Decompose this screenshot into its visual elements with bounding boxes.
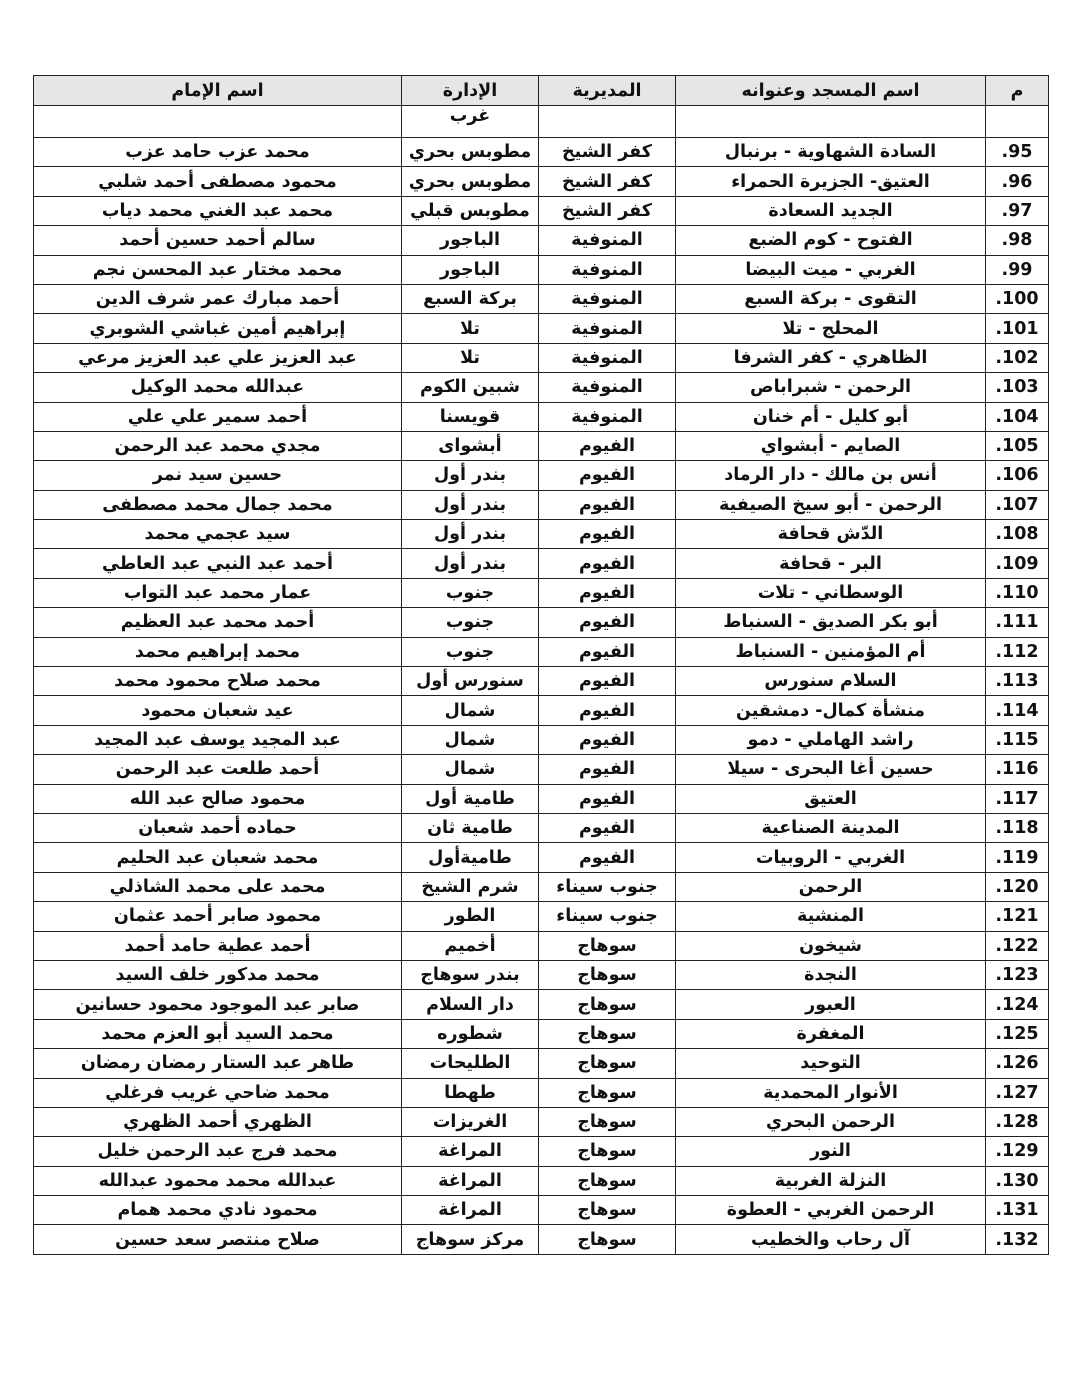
administration-cell: قويسنا — [402, 402, 539, 431]
directorate-cell: الفيوم — [539, 520, 676, 549]
mosque-cell: السلام سنورس — [676, 667, 986, 696]
mosque-cell: الظاهري - كفر الشرفا — [676, 343, 986, 372]
administration-cell: أبشواى — [402, 431, 539, 460]
mosque-cell: البر - قحافة — [676, 549, 986, 578]
table-row — [34, 1049, 1049, 1078]
table-row — [34, 608, 1049, 637]
directorate-cell: الفيوم — [539, 549, 676, 578]
directorate-cell: سوهاج — [539, 1107, 676, 1136]
table-row — [34, 1196, 1049, 1225]
mosque-cell: الرحمن البحري — [676, 1107, 986, 1136]
mosque-cell: المنشية — [676, 902, 986, 931]
num-cell: .104 — [986, 402, 1049, 431]
mosque-cell: الأنوار المحمدية — [676, 1078, 986, 1107]
directorate-cell: سوهاج — [539, 1166, 676, 1195]
administration-cell: شبين الكوم — [402, 373, 539, 402]
num-cell: .120 — [986, 872, 1049, 901]
num-cell: .123 — [986, 960, 1049, 989]
num-cell: .131 — [986, 1196, 1049, 1225]
imam-cell: أحمد طلعت عبد الرحمن — [34, 755, 402, 784]
table-row — [34, 314, 1049, 343]
table-row — [34, 461, 1049, 490]
mosque-cell: التقوى - بركة السبع — [676, 284, 986, 313]
administration-cell: المراغة — [402, 1137, 539, 1166]
directorate-cell: سوهاج — [539, 960, 676, 989]
administration-cell: جنوب — [402, 578, 539, 607]
directorate-cell: الفيوم — [539, 843, 676, 872]
table-row — [34, 402, 1049, 431]
administration-cell: بندر أول — [402, 490, 539, 519]
table-row — [34, 196, 1049, 225]
directorate-cell: المنوفية — [539, 226, 676, 255]
administration-cell: طاميةأول — [402, 843, 539, 872]
continuation-directorate-cell — [539, 106, 676, 138]
mosque-cell: العتيق- الجزيرة الحمراء — [676, 167, 986, 196]
administration-cell: الطور — [402, 902, 539, 931]
imam-cell: محمد إبراهيم محمد — [34, 637, 402, 666]
table-row — [34, 931, 1049, 960]
imam-cell: محمود صالح عبد الله — [34, 784, 402, 813]
mosque-cell: أبو بكر الصديق - السنباط — [676, 608, 986, 637]
mosque-cell: النور — [676, 1137, 986, 1166]
mosque-cell: الجديد السعادة — [676, 196, 986, 225]
mosque-cell: المدينة الصناعية — [676, 813, 986, 842]
num-cell: .124 — [986, 990, 1049, 1019]
continuation-mosque-cell — [676, 106, 986, 138]
header-directorate: المديرية — [539, 76, 676, 106]
directorate-cell: الفيوم — [539, 461, 676, 490]
imam-cell: صلاح منتصر سعد حسين — [34, 1225, 402, 1254]
mosque-cell: آل رحاب والخطيب — [676, 1225, 986, 1254]
num-cell: .126 — [986, 1049, 1049, 1078]
directorate-cell: الفيوم — [539, 755, 676, 784]
imam-cell: محمود نادي محمد همام — [34, 1196, 402, 1225]
imam-cell: محمد عبد الغني محمد دياب — [34, 196, 402, 225]
directorate-cell: الفيوم — [539, 637, 676, 666]
continuation-num-cell — [986, 106, 1049, 138]
num-cell: .112 — [986, 637, 1049, 666]
administration-cell: مطوبس قبلي — [402, 196, 539, 225]
table-row — [34, 255, 1049, 284]
mosque-cell: السادة الشهاوية - برنبال — [676, 138, 986, 167]
administration-cell: مطوبس بحري — [402, 138, 539, 167]
imam-cell: محمد صلاح محمود محمد — [34, 667, 402, 696]
mosque-cell: راشد الهاملي - دمو — [676, 725, 986, 754]
table-row — [34, 872, 1049, 901]
mosque-cell: العتيق — [676, 784, 986, 813]
table-header-row — [34, 76, 1049, 106]
mosque-imam-table — [33, 75, 1049, 1255]
mosque-cell: الفتوح - كوم الضبع — [676, 226, 986, 255]
table-row — [34, 1019, 1049, 1048]
num-cell: .106 — [986, 461, 1049, 490]
administration-cell: بركة السبع — [402, 284, 539, 313]
directorate-cell: كفر الشيخ — [539, 196, 676, 225]
table-row — [34, 549, 1049, 578]
table-row — [34, 284, 1049, 313]
mosque-cell: الدّش قحافة — [676, 520, 986, 549]
continuation-imam-cell — [34, 106, 402, 138]
num-cell: .119 — [986, 843, 1049, 872]
table-row — [34, 1166, 1049, 1195]
table-row — [34, 373, 1049, 402]
administration-cell: تلا — [402, 314, 539, 343]
num-cell: .114 — [986, 696, 1049, 725]
mosque-cell: الرحمن - أبو سيخ الصيفية — [676, 490, 986, 519]
administration-cell: طامية أول — [402, 784, 539, 813]
administration-cell: بندر أول — [402, 520, 539, 549]
table-row — [34, 843, 1049, 872]
imam-cell: عمار محمد عبد التواب — [34, 578, 402, 607]
directorate-cell: المنوفية — [539, 255, 676, 284]
num-cell: .127 — [986, 1078, 1049, 1107]
header-imam: اسم الإمام — [34, 76, 402, 106]
table-row — [34, 960, 1049, 989]
directorate-cell: سوهاج — [539, 1196, 676, 1225]
num-cell: .111 — [986, 608, 1049, 637]
table-row — [34, 902, 1049, 931]
num-cell: .113 — [986, 667, 1049, 696]
administration-cell: أخميم — [402, 931, 539, 960]
table-row — [34, 755, 1049, 784]
table-row — [34, 1107, 1049, 1136]
directorate-cell: الفيوم — [539, 784, 676, 813]
imam-cell: محمد عزب حامد عزب — [34, 138, 402, 167]
header-administration: الإدارة — [402, 76, 539, 106]
num-cell: .102 — [986, 343, 1049, 372]
imam-cell: إبراهيم أمين غباشي الشوبري — [34, 314, 402, 343]
administration-cell: شطوره — [402, 1019, 539, 1048]
directorate-cell: الفيوم — [539, 608, 676, 637]
mosque-cell: الغربي - ميت البيضا — [676, 255, 986, 284]
administration-cell: جنوب — [402, 637, 539, 666]
imam-cell: محمد السيد أبو العزم محمد — [34, 1019, 402, 1048]
imam-cell: حماده أحمد شعبان — [34, 813, 402, 842]
administration-cell: شمال — [402, 725, 539, 754]
mosque-cell: النجدة — [676, 960, 986, 989]
table-row — [34, 578, 1049, 607]
table-row — [34, 343, 1049, 372]
directorate-cell: سوهاج — [539, 990, 676, 1019]
table-row — [34, 490, 1049, 519]
mosque-cell: أنس بن مالك - دار الرماد — [676, 461, 986, 490]
mosque-cell: الصايم - أبشواي — [676, 431, 986, 460]
directorate-cell: الفيوم — [539, 725, 676, 754]
directorate-cell: جنوب سيناء — [539, 902, 676, 931]
imam-cell: سيد عجمي محمد — [34, 520, 402, 549]
directorate-cell: المنوفية — [539, 284, 676, 313]
num-cell: .101 — [986, 314, 1049, 343]
directorate-cell: سوهاج — [539, 1049, 676, 1078]
imam-cell: أحمد مبارك عمر شرف الدين — [34, 284, 402, 313]
num-cell: .115 — [986, 725, 1049, 754]
mosque-cell: شيخون — [676, 931, 986, 960]
imam-cell: أحمد عبد النبي عبد العاطي — [34, 549, 402, 578]
administration-cell: الباجور — [402, 226, 539, 255]
num-cell: .128 — [986, 1107, 1049, 1136]
num-cell: .100 — [986, 284, 1049, 313]
num-cell: .98 — [986, 226, 1049, 255]
mosque-cell: الغربي - الروبيات — [676, 843, 986, 872]
administration-cell: المراغة — [402, 1166, 539, 1195]
num-cell: .103 — [986, 373, 1049, 402]
administration-cell: الطليحات — [402, 1049, 539, 1078]
imam-cell: مجدي محمد عبد الرحمن — [34, 431, 402, 460]
directorate-cell: كفر الشيخ — [539, 167, 676, 196]
imam-cell: محمد فرج عبد الرحمن خليل — [34, 1137, 402, 1166]
continuation-row — [34, 106, 1049, 138]
table-row — [34, 1225, 1049, 1254]
directorate-cell: سوهاج — [539, 1225, 676, 1254]
imam-cell: محمد مدكور خلف السيد — [34, 960, 402, 989]
table-row — [34, 784, 1049, 813]
imam-cell: الظهري أحمد الظهري — [34, 1107, 402, 1136]
header-num: م — [986, 76, 1049, 106]
mosque-cell: أم المؤمنين - السنباط — [676, 637, 986, 666]
num-cell: .105 — [986, 431, 1049, 460]
directorate-cell: المنوفية — [539, 402, 676, 431]
directorate-cell: الفيوم — [539, 667, 676, 696]
imam-cell: عيد شعبان محمود — [34, 696, 402, 725]
mosque-cell: حسين أغا البحرى - سيلا — [676, 755, 986, 784]
mosque-cell: المغفرة — [676, 1019, 986, 1048]
directorate-cell: الفيوم — [539, 431, 676, 460]
mosque-cell: الرحمن الغربي - العطوة — [676, 1196, 986, 1225]
num-cell: .129 — [986, 1137, 1049, 1166]
imam-cell: سالم أحمد حسين أحمد — [34, 226, 402, 255]
num-cell: .99 — [986, 255, 1049, 284]
table-row — [34, 1078, 1049, 1107]
mosque-cell: المحلج - تلا — [676, 314, 986, 343]
num-cell: .109 — [986, 549, 1049, 578]
directorate-cell: الفيوم — [539, 813, 676, 842]
mosque-cell: الرحمن - شبراباص — [676, 373, 986, 402]
num-cell: .117 — [986, 784, 1049, 813]
directorate-cell: المنوفية — [539, 314, 676, 343]
imam-cell: محمود مصطفى أحمد شلبي — [34, 167, 402, 196]
table-row — [34, 990, 1049, 1019]
directorate-cell: الفيوم — [539, 578, 676, 607]
table-row — [34, 1137, 1049, 1166]
num-cell: .116 — [986, 755, 1049, 784]
num-cell: .118 — [986, 813, 1049, 842]
administration-cell: شرم الشيخ — [402, 872, 539, 901]
num-cell: .108 — [986, 520, 1049, 549]
directorate-cell: سوهاج — [539, 1137, 676, 1166]
directorate-cell: الفيوم — [539, 696, 676, 725]
directorate-cell: المنوفية — [539, 373, 676, 402]
imam-cell: عبدالله محمد محمود عبدالله — [34, 1166, 402, 1195]
imam-cell: أحمد محمد عبد العظيم — [34, 608, 402, 637]
administration-cell: مطوبس بحري — [402, 167, 539, 196]
mosque-cell: أبو كليل - أم خنان — [676, 402, 986, 431]
imam-cell: محمد على محمد الشاذلي — [34, 872, 402, 901]
administration-cell: دار السلام — [402, 990, 539, 1019]
directorate-cell: المنوفية — [539, 343, 676, 372]
administration-cell: بندر أول — [402, 461, 539, 490]
mosque-cell: النزلة الغربية — [676, 1166, 986, 1195]
directorate-cell: الفيوم — [539, 490, 676, 519]
num-cell: .107 — [986, 490, 1049, 519]
directorate-cell: سوهاج — [539, 1078, 676, 1107]
num-cell: .110 — [986, 578, 1049, 607]
administration-cell: بندر أول — [402, 549, 539, 578]
administration-cell: المراغة — [402, 1196, 539, 1225]
mosque-cell: العبور — [676, 990, 986, 1019]
imam-cell: محمد مختار عبد المحسن نجم — [34, 255, 402, 284]
num-cell: .96 — [986, 167, 1049, 196]
num-cell: .97 — [986, 196, 1049, 225]
administration-cell: مركز سوهاج — [402, 1225, 539, 1254]
imam-cell: محمود صابر أحمد عثمان — [34, 902, 402, 931]
table-row — [34, 696, 1049, 725]
num-cell: .130 — [986, 1166, 1049, 1195]
administration-cell: جنوب — [402, 608, 539, 637]
mosque-cell: التوحيد — [676, 1049, 986, 1078]
administration-cell: شمال — [402, 696, 539, 725]
directorate-cell: كفر الشيخ — [539, 138, 676, 167]
table-row — [34, 138, 1049, 167]
num-cell: .95 — [986, 138, 1049, 167]
directorate-cell: سوهاج — [539, 931, 676, 960]
imam-cell: أحمد سمير علي علي — [34, 402, 402, 431]
administration-cell: تلا — [402, 343, 539, 372]
directorate-cell: سوهاج — [539, 1019, 676, 1048]
table-row — [34, 520, 1049, 549]
directorate-cell: جنوب سيناء — [539, 872, 676, 901]
table-row — [34, 226, 1049, 255]
imam-cell: صابر عبد الموجود محمود حسانين — [34, 990, 402, 1019]
num-cell: .132 — [986, 1225, 1049, 1254]
imam-cell: حسين سيد نمر — [34, 461, 402, 490]
imam-cell: أحمد عطية حامد أحمد — [34, 931, 402, 960]
imam-cell: طاهر عبد الستار رمضان رمضان — [34, 1049, 402, 1078]
imam-cell: محمد شعبان عبد الحليم — [34, 843, 402, 872]
num-cell: .121 — [986, 902, 1049, 931]
administration-cell: الغريزات — [402, 1107, 539, 1136]
table-row — [34, 725, 1049, 754]
mosque-cell: الرحمن — [676, 872, 986, 901]
table-row — [34, 167, 1049, 196]
table-row — [34, 431, 1049, 460]
administration-cell: سنورس أول — [402, 667, 539, 696]
mosque-cell: الوسطاني - تلات — [676, 578, 986, 607]
administration-cell: طهطا — [402, 1078, 539, 1107]
imam-cell: عبد العزيز علي عبد العزيز مرعي — [34, 343, 402, 372]
administration-cell: الباجور — [402, 255, 539, 284]
imam-cell: عبدالله محمد الوكيل — [34, 373, 402, 402]
imam-cell: محمد ضاحي غريب فرغلي — [34, 1078, 402, 1107]
num-cell: .125 — [986, 1019, 1049, 1048]
table-row — [34, 813, 1049, 842]
imam-cell: محمد جمال محمد مصطفى — [34, 490, 402, 519]
mosque-cell: منشأة كمال- دمشقين — [676, 696, 986, 725]
administration-cell: بندر سوهاج — [402, 960, 539, 989]
administration-cell: شمال — [402, 755, 539, 784]
continuation-administration-cell: غرب — [402, 106, 539, 138]
num-cell: .122 — [986, 931, 1049, 960]
header-mosque: اسم المسجد وعنوانه — [676, 76, 986, 106]
imam-cell: عبد المجيد يوسف عبد المجيد — [34, 725, 402, 754]
table-row — [34, 637, 1049, 666]
table-row — [34, 667, 1049, 696]
administration-cell: طامية ثان — [402, 813, 539, 842]
